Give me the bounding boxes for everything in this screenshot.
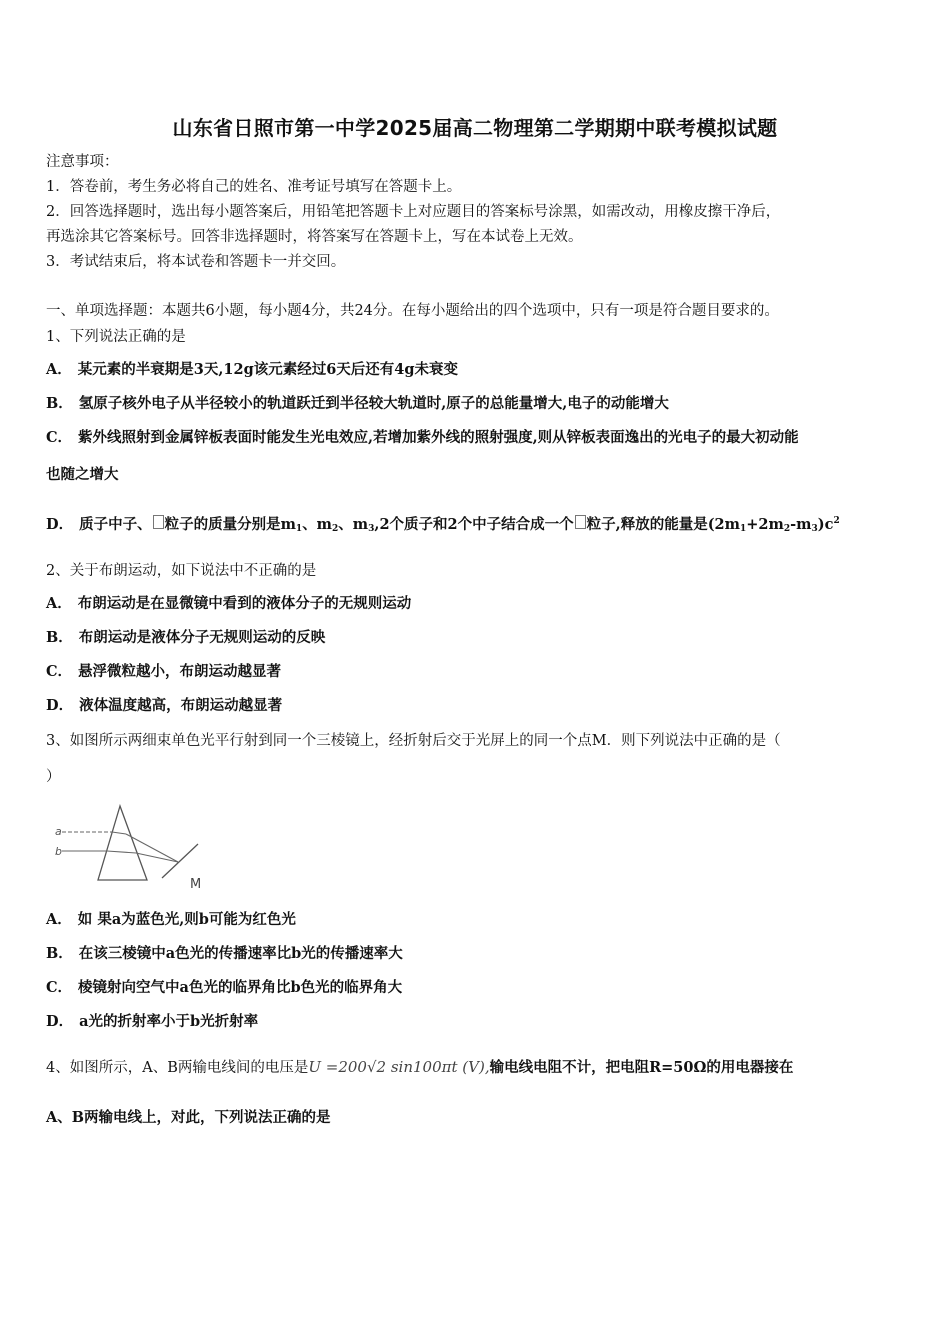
label-b: b (55, 845, 62, 858)
notice-item: 1．答卷前，考生务必将自己的姓名、准考证号填写在答题卡上。 (46, 179, 462, 195)
option-letter: A． (46, 361, 72, 378)
q3-option-a (46, 910, 296, 930)
prism-triangle (98, 806, 147, 880)
option-text: )c (817, 516, 834, 533)
question-2-stem: 2、关于布朗运动，如下说法中不正确的是 (46, 563, 317, 579)
notice-item: 再选涂其它答案标号。回答非选择题时，将答案写在答题卡上，写在本试卷上无效。 (46, 229, 583, 245)
option-text: a光的折射率小于b光折射率 (79, 1013, 259, 1030)
option-text: 布朗运动是在显微镜中看到的液体分子的无规则运动 (77, 595, 412, 612)
stem-text: 输电线电阻不计，把电阻R=50Ω的用电器接在 (489, 1059, 794, 1076)
subscript: 3 (811, 524, 818, 534)
q3-option-b (46, 944, 403, 964)
option-text: 粒子,释放的能量是(2m (586, 516, 740, 533)
q2-option-a (46, 594, 411, 614)
alpha-symbol-placeholder-icon (153, 515, 164, 529)
option-letter: D． (46, 697, 74, 714)
option-letter: B． (46, 395, 73, 412)
option-letter: B． (46, 629, 73, 646)
voltage-formula: U =200√2 sin100πt (V), (308, 1058, 490, 1076)
subscript: 1 (739, 524, 747, 534)
option-text: 某元素的半衰期是3天,12g该元素经过6天后还有4g未衰变 (77, 361, 459, 378)
q1-option-d (46, 511, 840, 539)
option-text: -m (790, 516, 812, 533)
subscript: 2 (332, 524, 339, 534)
notice-heading: 注意事项： (46, 154, 119, 170)
ray-b-outgoing (136, 853, 178, 862)
label-m: M (190, 877, 202, 892)
q2-option-d (46, 696, 282, 716)
q2-option-c (46, 662, 281, 682)
subscript: 1 (295, 524, 303, 534)
ray-a-outgoing (126, 834, 178, 862)
option-text: 棱镜射向空气中a色光的临界角比b色光的临界角大 (78, 979, 403, 996)
option-text: 、m (302, 516, 333, 533)
notice-item: 3．考试结束后，将本试卷和答题卡一并交回。 (46, 254, 346, 270)
option-text: 液体温度越高，布朗运动越显著 (79, 697, 283, 714)
option-text: 悬浮微粒越小，布朗运动越显著 (78, 663, 282, 680)
q1-option-c (46, 428, 799, 448)
q1-option-c-cont: 也随之增大 (46, 466, 119, 483)
option-text: 氢原子核外电子从半径较小的轨道跃迁到半径较大轨道时,原子的总能量增大,电子的动能增大 (78, 395, 669, 412)
option-letter: D． (46, 516, 74, 533)
subscript: 2 (783, 524, 791, 534)
alpha-symbol-placeholder-icon (575, 515, 586, 529)
notice-item: 2．回答选择题时，选出每小题答案后，用铅笔把答题卡上对应题目的答案标号涂黑，如需改动，用橡皮擦干净后， (46, 204, 781, 220)
option-text: ,2个质子和2个中子结合成一个 (374, 516, 574, 533)
q1-option-b (46, 394, 669, 414)
question-4-stem-cont: A、B两输电线上，对此，下列说法正确的是 (46, 1109, 331, 1126)
option-text: 布朗运动是液体分子无规则运动的反映 (78, 629, 326, 646)
label-a: a (55, 825, 62, 838)
stem-text: 4、如图所示，A、B两输电线间的电压是 (46, 1060, 309, 1076)
superscript: 2 (833, 516, 840, 526)
option-text: 质子中子、 (79, 516, 152, 533)
question-4-stem (46, 1057, 793, 1078)
ray-a-inside (112, 832, 126, 834)
section-heading: 一、单项选择题：本题共6小题，每小题4分，共24分。在每小题给出的四个选项中，只有一项是符合题目要求的。 (46, 303, 779, 319)
option-letter: C． (46, 663, 73, 680)
question-1-stem: 1、下列说法正确的是 (46, 329, 186, 345)
option-text: 、m (338, 516, 369, 533)
option-letter: C． (46, 979, 73, 996)
option-letter: A． (46, 911, 72, 928)
option-text: +2m (746, 516, 784, 533)
option-text: 粒子的质量分别是m (164, 516, 296, 533)
q3-option-d (46, 1012, 258, 1032)
option-letter: C． (46, 429, 73, 446)
option-letter: B． (46, 945, 73, 962)
option-text: 如 果a为蓝色光,则b可能为红色光 (77, 911, 296, 928)
screen-line (162, 844, 198, 878)
option-text: 紫外线照射到金属锌板表面时能发生光电效应,若增加紫外线的照射强度,则从锌板表面逸出的光电子的最大初动能 (78, 429, 799, 446)
page-title: 山东省日照市第一中学2025届高二物理第二学期期中联考模拟试题 (172, 116, 778, 140)
option-letter: D． (46, 1013, 74, 1030)
q3-option-c (46, 978, 402, 998)
subscript: 3 (368, 524, 375, 534)
q1-option-a (46, 360, 458, 380)
option-text: 在该三棱镜中a色光的传播速率比b光的传播速率大 (78, 945, 403, 962)
question-3-stem: 3、如图所示两细束单色光平行射到同一个三棱镜上，经折射后交于光屏上的同一个点M．则下列说法中正确的是（ (46, 733, 781, 749)
option-letter: A． (46, 595, 72, 612)
q2-option-b (46, 628, 325, 648)
ray-b-inside (107, 851, 136, 853)
question-3-stem-cont: ） (46, 769, 61, 785)
prism-figure (50, 800, 220, 895)
